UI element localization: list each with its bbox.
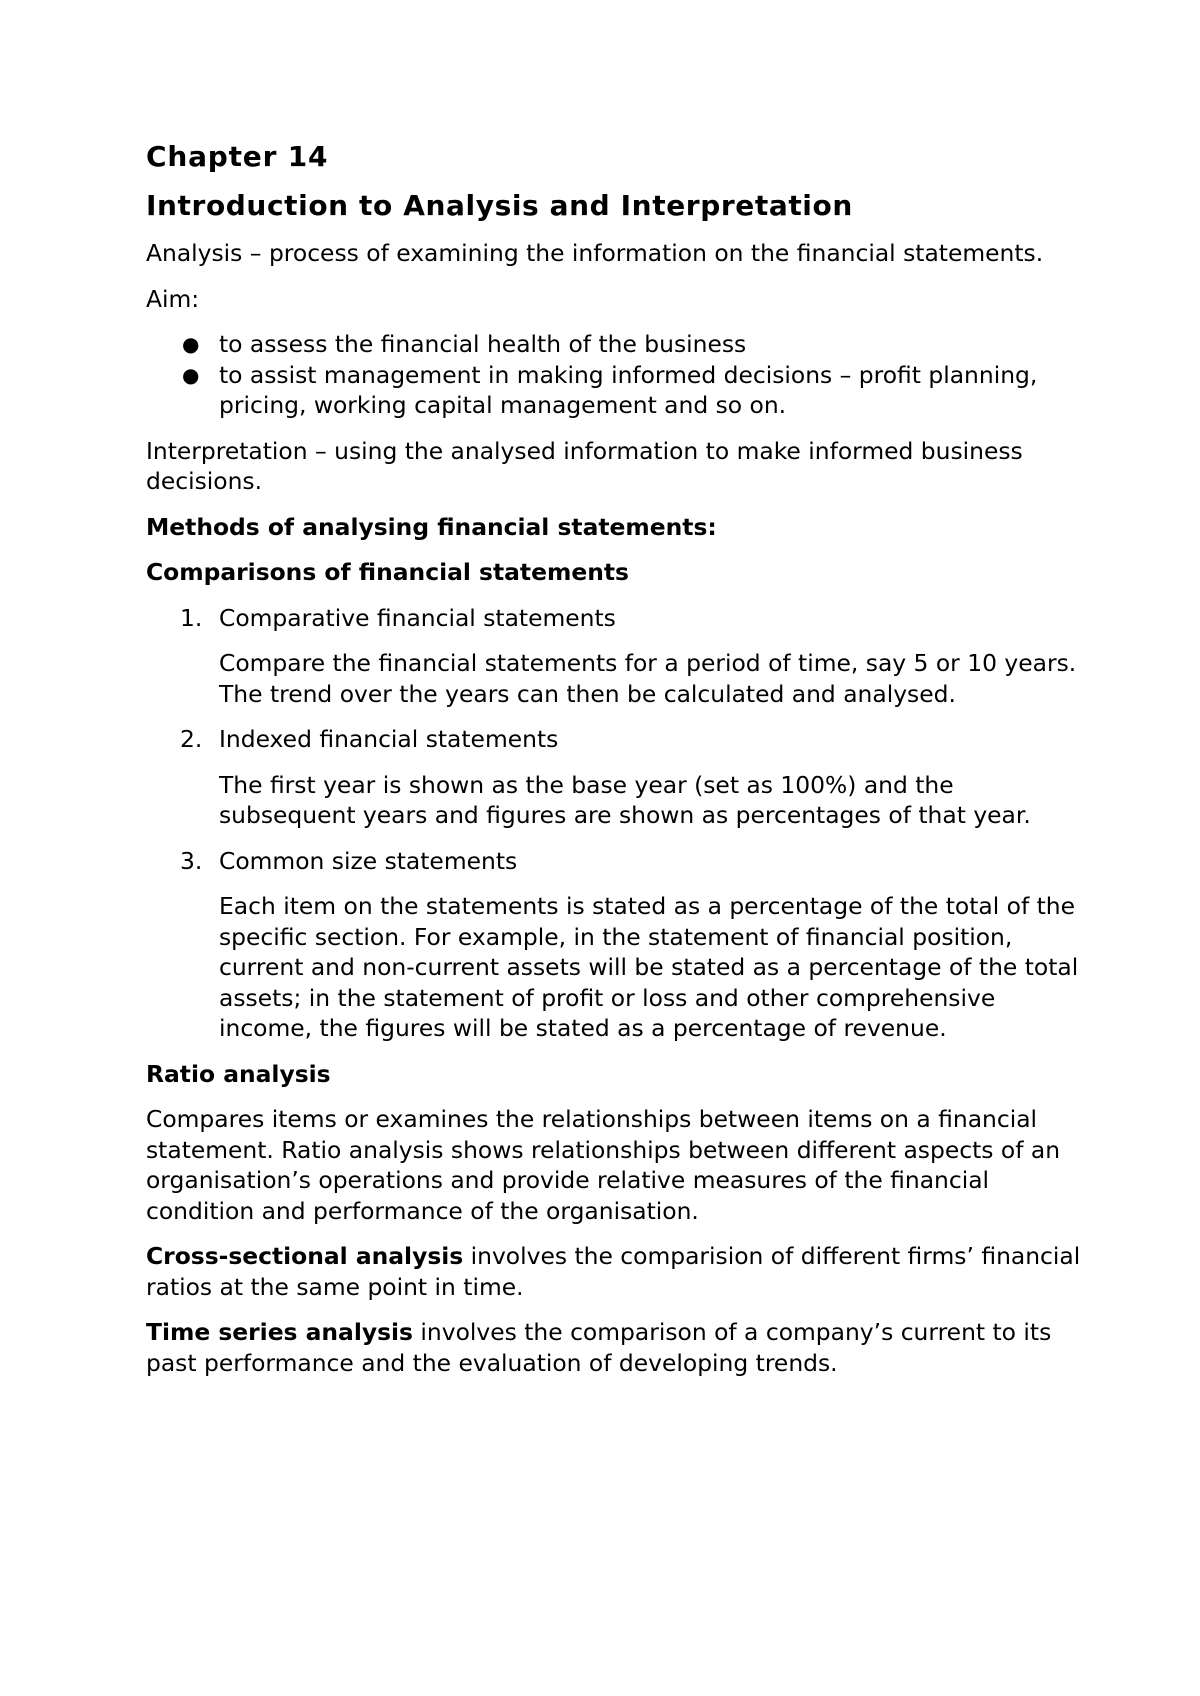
comparisons-list (146, 603, 1081, 1044)
item-title: Indexed financial statements (219, 725, 559, 753)
cross-sectional-term: Cross-sectional analysis (146, 1242, 464, 1270)
bullet-icon: ● (182, 332, 200, 356)
ratio-body: Compares items or examines the relationships between items on a financial statement. Ratio analysis shows relationships between different aspects of an organisation’s operations and provide relative measures of the financial condition and performance of the organisation. (146, 1105, 1061, 1225)
item-number: 2. (180, 725, 203, 753)
item-number: 3. (180, 846, 203, 875)
document-page (146, 140, 1081, 1393)
item-body: Each item on the statements is stated as a percentage of the total of the specific section. For example, in the statement of financial position, current and non-current assets will be stated as a percentage of the total assets; in the statement of profit or loss and other comprehensive income, the figures will be stated as a percentage of revenue. (219, 892, 1079, 1042)
list-item (146, 360, 1081, 421)
time-series-term: Time series analysis (146, 1318, 413, 1346)
interpretation-definition: Interpretation – using the analysed information to make informed business decisions. (146, 436, 1023, 495)
list-item (146, 724, 1081, 831)
list-item (146, 329, 1081, 360)
analysis-definition: Analysis – process of examining the information on the financial statements. (146, 239, 1044, 267)
cross-sectional-paragraph (146, 1241, 1081, 1302)
aim-text: to assess the financial health of the business (219, 330, 747, 358)
item-title: Comparative financial statements (219, 603, 616, 632)
item-title: Common size statements (219, 846, 518, 875)
chapter-title: Chapter 14 (146, 140, 329, 173)
methods-heading: Methods of analysing financial statements: (146, 512, 717, 541)
aim-text: to assist management in making informed decisions – profit planning, pricing, working capital management and so on. (219, 360, 1038, 419)
time-series-paragraph (146, 1317, 1081, 1378)
list-item (146, 846, 1081, 1044)
cross-sectional-text: involves the comparision of different firms’ financial ratios at the same point in time. (146, 1242, 1081, 1301)
time-series-text: involves the comparison of a company’s current to its past performance and the evaluation of developing trends. (146, 1318, 1052, 1377)
bullet-icon: ● (182, 362, 200, 387)
aim-list (146, 329, 1081, 421)
aim-label: Aim: (146, 284, 200, 313)
ratio-heading: Ratio analysis (146, 1059, 331, 1088)
page-heading: Introduction to Analysis and Interpretation (146, 189, 853, 222)
item-body: Compare the financial statements for a period of time, say 5 or 10 years. The trend over the years can then be calculated and analysed. (219, 649, 1077, 708)
item-number: 1. (180, 603, 203, 632)
list-item (146, 603, 1081, 710)
item-body: The first year is shown as the base year (set as 100%) and the subsequent years and figures are shown as percentages of that year. (219, 770, 1031, 829)
comparisons-heading: Comparisons of financial statements (146, 558, 629, 586)
